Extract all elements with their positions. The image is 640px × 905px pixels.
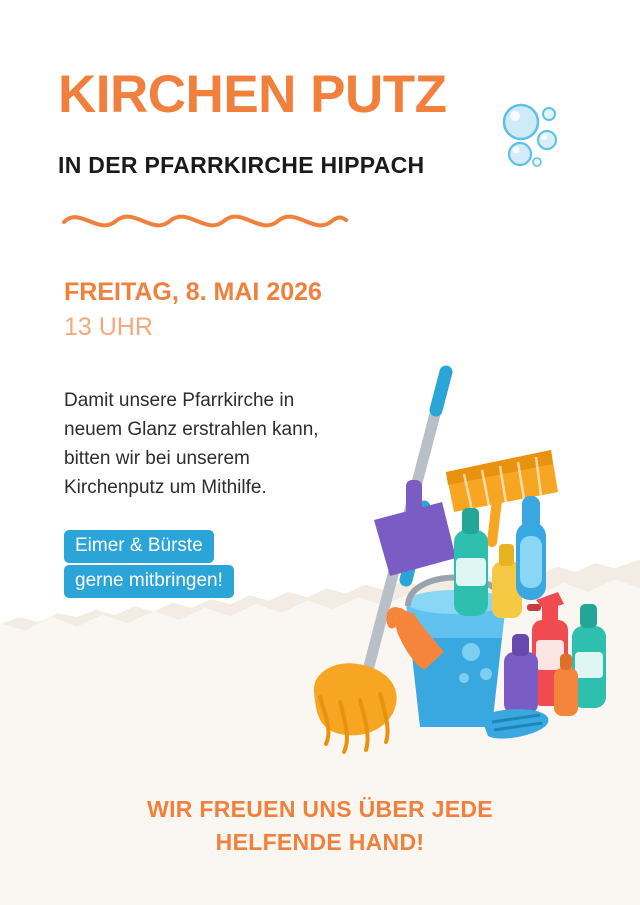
- scrub-pad-icon: [482, 709, 548, 738]
- body-text-line: neuem Glanz erstrahlen kann,: [64, 419, 319, 440]
- body-text-line: Damit unsere Pfarrkirche in: [64, 390, 295, 411]
- callout-line: Eimer & Bürste: [64, 530, 214, 563]
- event-time: 13 UHR: [64, 313, 153, 341]
- callout-banner: [64, 530, 234, 600]
- footer-line: WIR FREUEN UNS ÜBER JEDE: [147, 796, 493, 822]
- soap-bubbles-icon: [492, 96, 572, 186]
- event-date: FREITAG, 8. MAI 2026: [64, 278, 322, 306]
- page-title: KIRCHEN PUTZ: [58, 65, 447, 124]
- footer-line: HELFENDE HAND!: [215, 829, 425, 855]
- callout-line: gerne mitbringen!: [64, 565, 234, 598]
- squiggle-divider-icon: [60, 208, 350, 238]
- dustpan-icon: [374, 480, 456, 576]
- scrub-brush-icon: [516, 496, 546, 600]
- page-subtitle: IN DER PFARRKIRCHE HIPPACH: [58, 152, 425, 178]
- footer-message: [0, 793, 640, 859]
- body-text-line: Kirchenputz um Mithilfe.: [64, 477, 267, 498]
- spray-bottle-teal-icon: [454, 508, 488, 616]
- cleaning-supplies-illustration: [296, 352, 626, 772]
- body-text-line: bitten wir bei unserem: [64, 448, 250, 469]
